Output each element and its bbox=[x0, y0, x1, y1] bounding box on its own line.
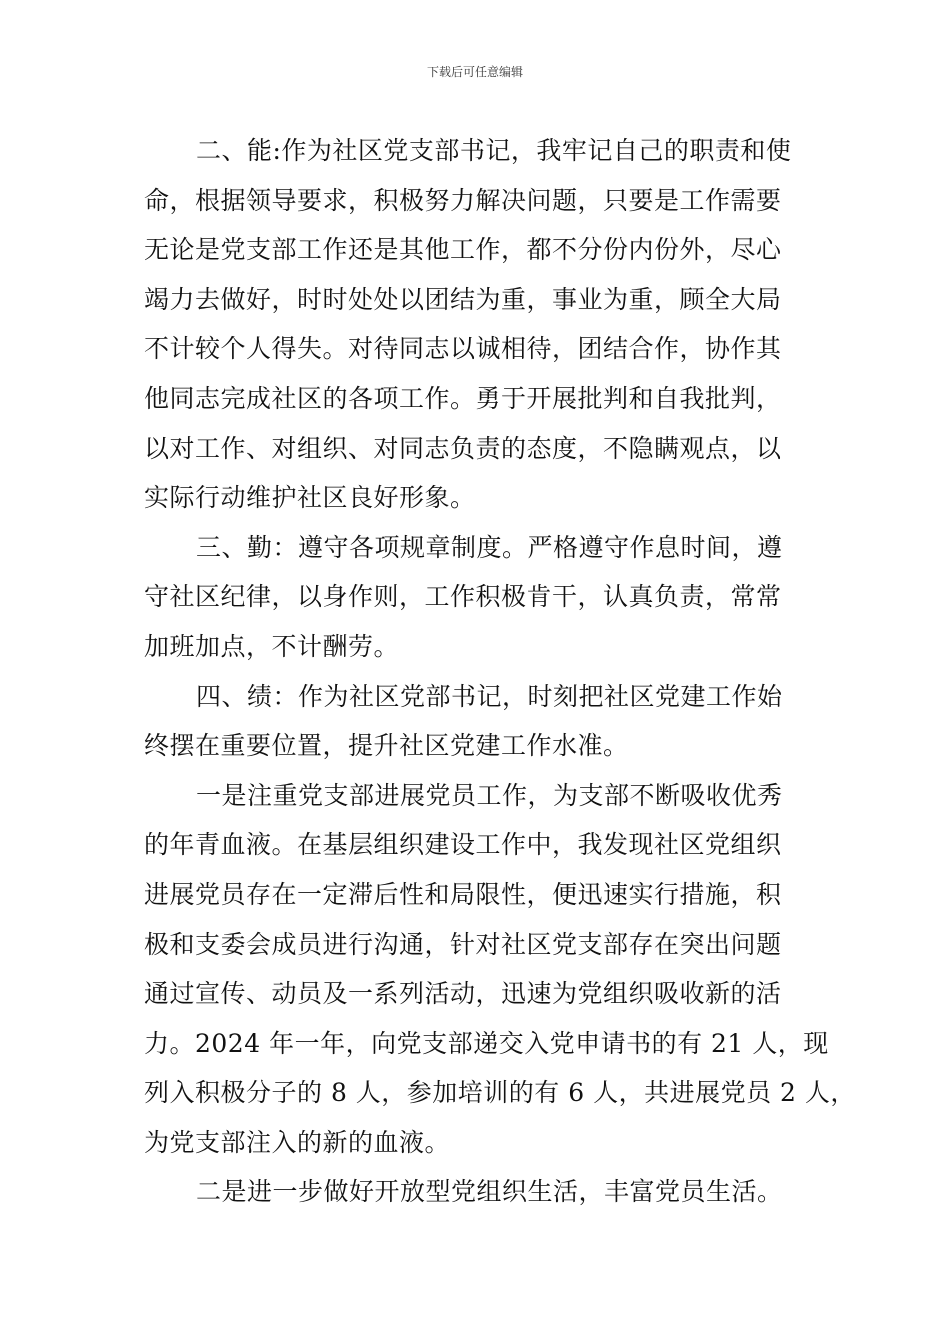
text-line: 一是注重党支部进展党员工作，为支部不断吸收优秀 bbox=[196, 780, 783, 810]
text-line: 加班加点，不计酬劳。 bbox=[144, 631, 400, 661]
document-body bbox=[144, 126, 856, 1217]
text-line: 为党支部注入的新的血液。 bbox=[144, 1127, 451, 1157]
text-line: 通过宣传、动员及一系列活动，迅速为党组织吸收新的活 bbox=[144, 979, 782, 1009]
text-line: 力。2024 年一年，向党支部递交入党申请书的有 21 人，现 bbox=[144, 1028, 829, 1058]
text-line: 四、绩：作为社区党部书记，时刻把社区党建工作始 bbox=[196, 681, 783, 711]
text-line: 不计较个人得失。对待同志以诚相待，团结合作，协作其 bbox=[144, 334, 782, 364]
text-line: 以对工作、对组织、对同志负责的态度，不隐瞒观点，以 bbox=[144, 433, 782, 463]
text-line: 守社区纪律，以身作则，工作积极肯干，认真负责，常常 bbox=[144, 582, 782, 612]
text-line: 他同志完成社区的各项工作。勇于开展批判和自我批判， bbox=[144, 383, 782, 413]
page-header: 下载后可任意编辑 bbox=[426, 65, 523, 79]
text-line: 无论是党支部工作还是其他工作，都不分份内份外，尽心 bbox=[144, 235, 782, 265]
text-line: 的年青血液。在基层组织建设工作中，我发现社区党组织 bbox=[144, 830, 782, 860]
text-line: 二、能:作为社区党支部书记，我牢记自己的职责和使 bbox=[196, 136, 792, 165]
text-line: 三、勤：遵守各项规章制度。严格遵守作息时间，遵 bbox=[196, 532, 783, 562]
text-line: 极和支委会成员进行沟通，针对社区党支部存在突出问题 bbox=[144, 929, 782, 959]
text-line: 竭力去做好，时时处处以团结为重，事业为重，顾全大局 bbox=[144, 284, 782, 314]
text-line: 终摆在重要位置，提升社区党建工作水准。 bbox=[144, 731, 629, 761]
text-line: 命，根据领导要求，积极努力解决问题，只要是工作需要 bbox=[144, 185, 782, 215]
text-line: 列入积极分子的 8 人，参加培训的有 6 人，共进展党员 2 人， bbox=[144, 1078, 856, 1108]
text-line: 进展党员存在一定滞后性和局限性，便迅速实行措施，积 bbox=[144, 879, 782, 909]
text-line: 二是进一步做好开放型党组织生活，丰富党员生活。 bbox=[196, 1177, 783, 1207]
text-line: 实际行动维护社区良好形象。 bbox=[144, 483, 476, 513]
